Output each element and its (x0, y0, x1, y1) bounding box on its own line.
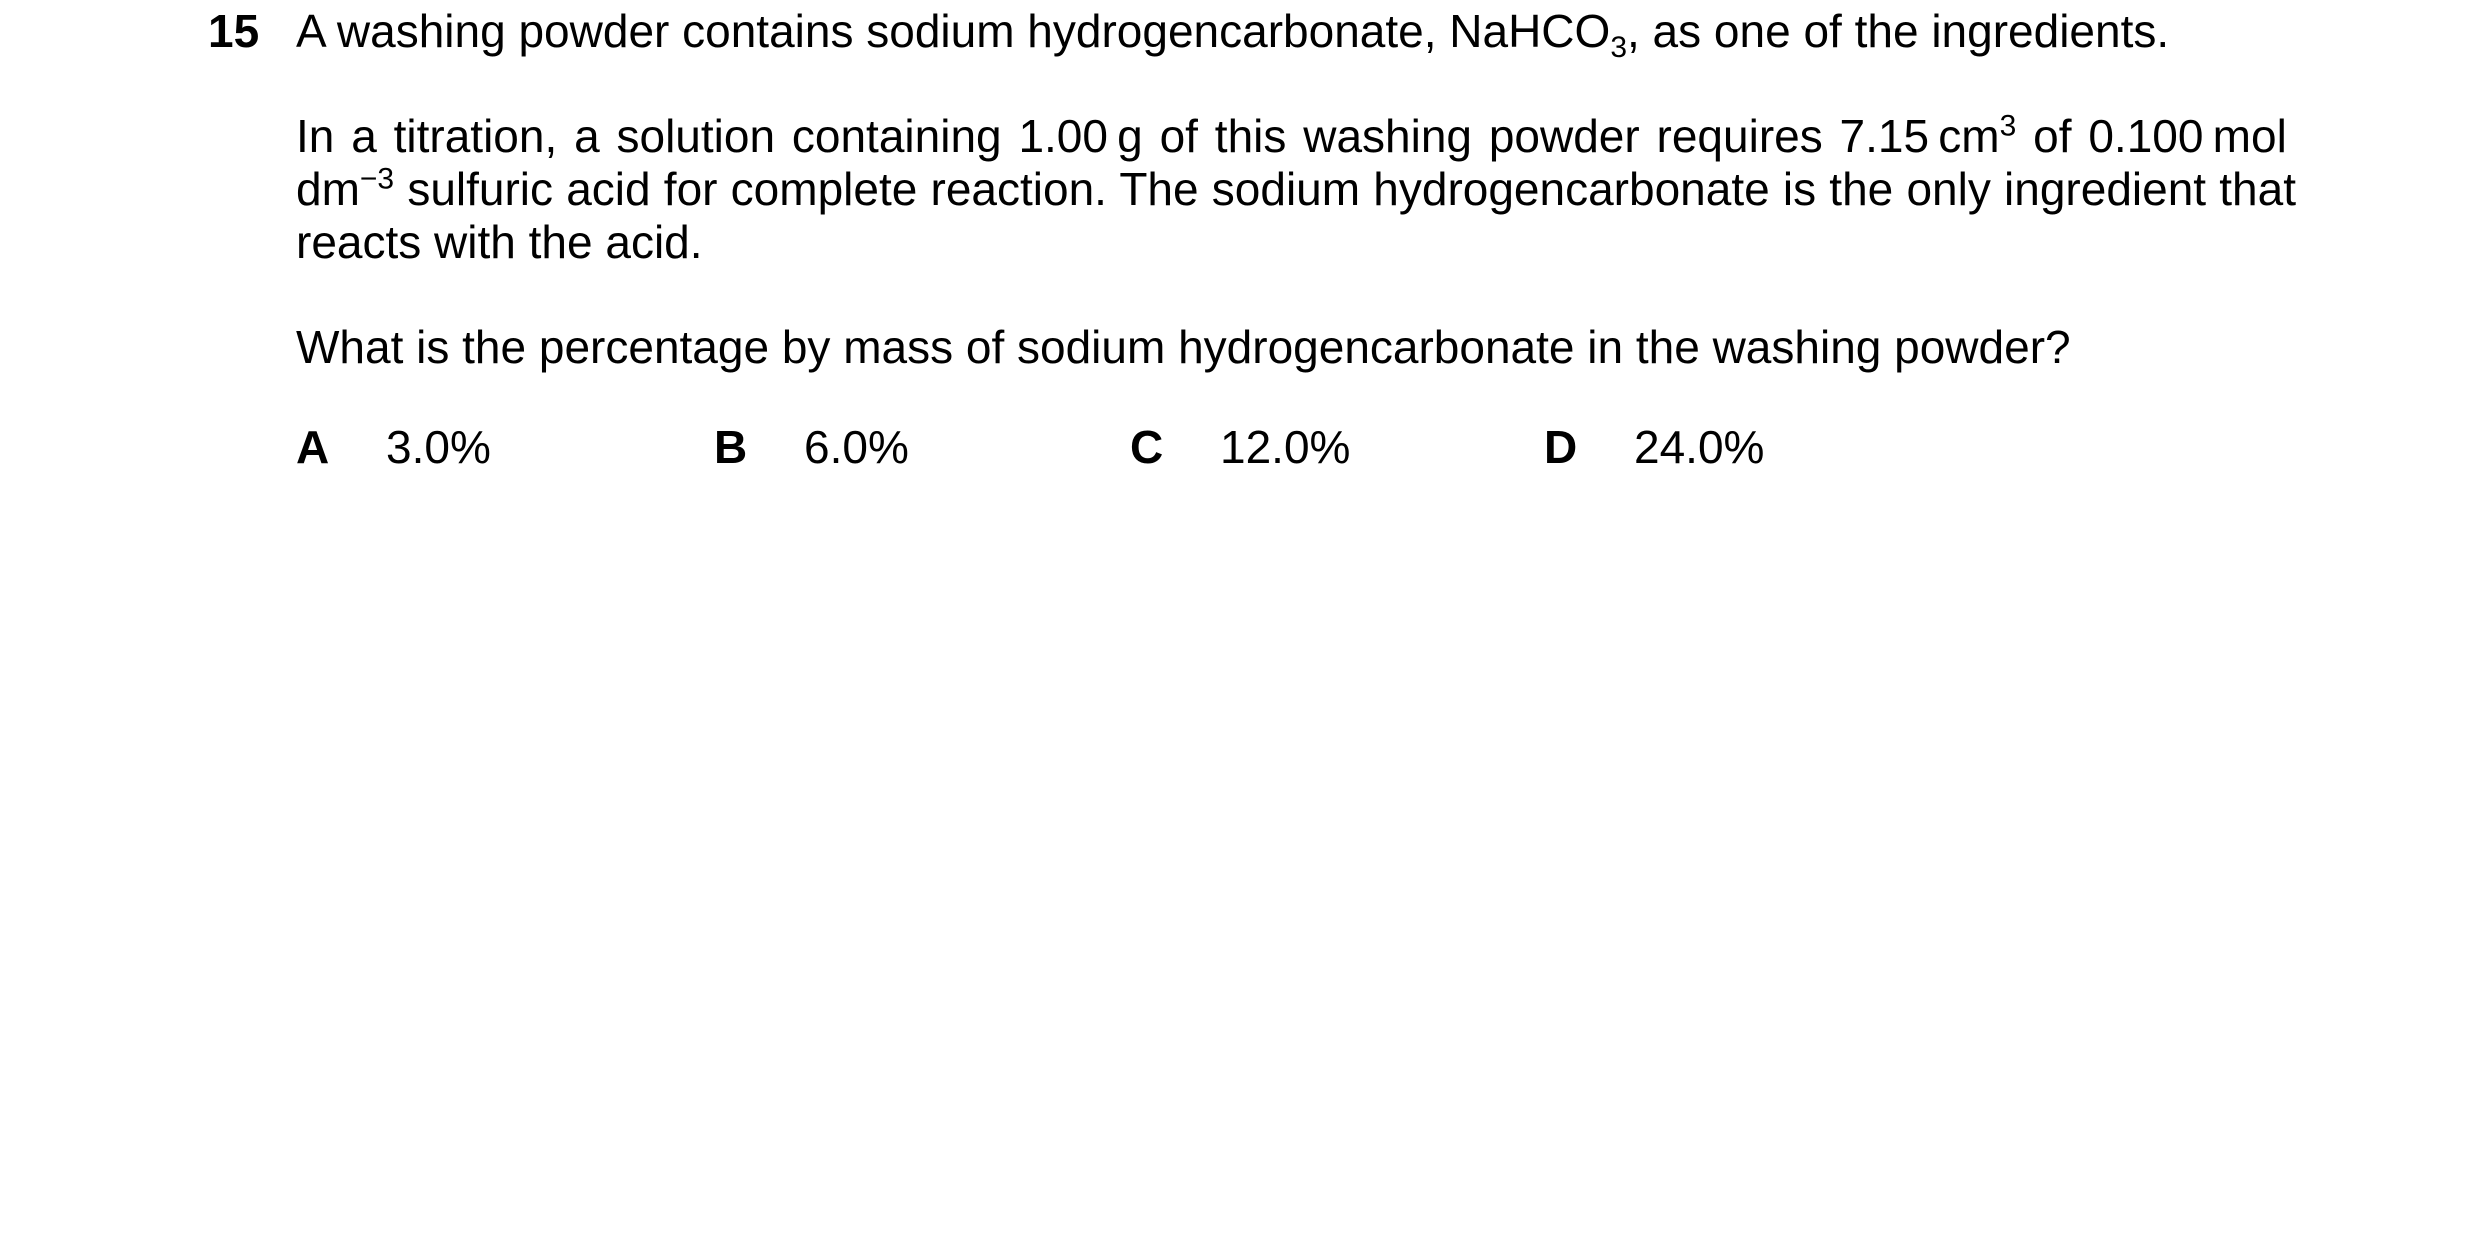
para-text-2: of 0.100 mol dm (296, 110, 2296, 215)
option-d-letter[interactable]: D (1544, 421, 1578, 473)
option-d-value[interactable]: 24.0% (1634, 421, 1765, 473)
option-a-value[interactable]: 3.0% (386, 421, 491, 473)
option-b-value[interactable]: 6.0% (804, 421, 909, 473)
stem-text-before: A washing powder contains sodium hydrogencarbonate, NaHCO (296, 5, 1611, 57)
question-stem (296, 4, 2170, 65)
option-a-letter[interactable]: A (296, 421, 330, 473)
question-prompt: What is the percentage by mass of sodium hydrogencarbonate in the washing powder? (296, 321, 2071, 373)
stem-text-after: , as one of the ingredients. (1627, 5, 2170, 57)
para-superscript-1: 3 (1999, 109, 2017, 143)
para-text-1: In a titration, a solution containing 1.00 g of this washing powder requires 7.15 cm (296, 110, 2000, 162)
option-c-value[interactable]: 12.0% (1220, 421, 1351, 473)
option-c-letter[interactable]: C (1130, 421, 1164, 473)
para-superscript-2: −3 (359, 162, 395, 196)
question-number: 15 (208, 5, 260, 57)
stem-subscript: 3 (1610, 31, 1627, 65)
titration-paragraph (296, 110, 2296, 269)
para-text-3: sulfuric acid for complete reaction. The sodium hydrogencarbonate is the only ingredient that reacts with the acid. (296, 163, 2296, 268)
option-b-letter[interactable]: B (714, 421, 748, 473)
